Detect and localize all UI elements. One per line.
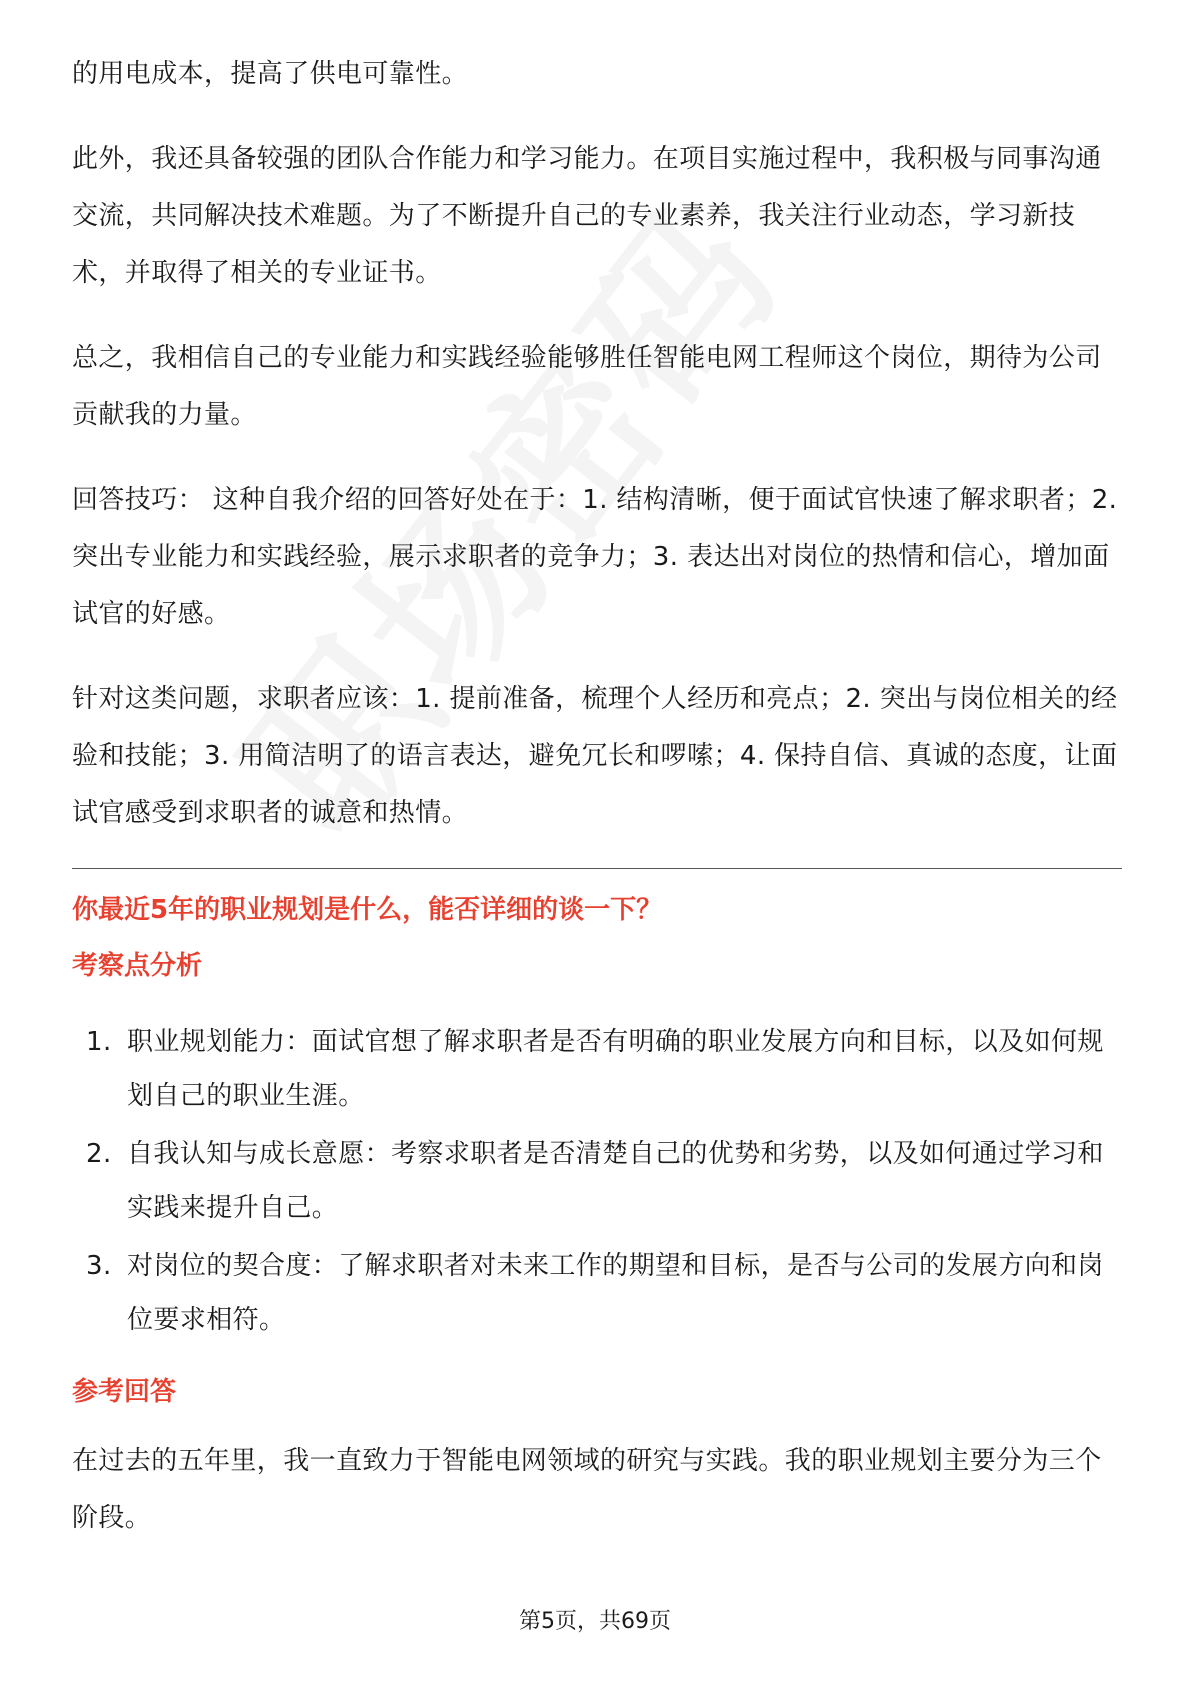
paragraph-advice: 针对这类问题，求职者应该：1. 提前准备，梳理个人经历和亮点；2. 突出与岗位相关的经验和技能；3. 用简洁明了的语言表达，避免冗长和啰嗦；4. 保持自信、真诚的态度，让面试官感受到求职者的诚意和热情。 (72, 684, 1118, 828)
page-number-footer: 第5页，共69页 (519, 1609, 671, 1634)
list-item-number: 1. (86, 1027, 112, 1057)
question-title: 你最近5年的职业规划是什么，能否详细的谈一下？ (72, 895, 663, 925)
list-item-text: 对岗位的契合度：了解求职者对未来工作的期望和目标，是否与公司的发展方向和岗位要求相符。 (127, 1251, 1104, 1335)
list-item (72, 1239, 1122, 1347)
list-item-text: 职业规划能力：面试官想了解求职者是否有明确的职业发展方向和目标，以及如何规划自己的职业生涯。 (127, 1027, 1104, 1111)
list-item-number: 2. (86, 1139, 112, 1169)
paragraph-conclusion: 总之，我相信自己的专业能力和实践经验能够胜任智能电网工程师这个岗位，期待为公司贡献我的力量。 (72, 343, 1102, 430)
list-item-number: 3. (86, 1251, 112, 1281)
page-content (72, 46, 1122, 1547)
paragraph-cost: 的用电成本，提高了供电可靠性。 (72, 59, 469, 89)
paragraph-answer-tips: 回答技巧： 这种自我介绍的回答好处在于：1. 结构清晰，便于面试官快速了解求职者；2. 突出专业能力和实践经验，展示求职者的竞争力；3. 表达出对岗位的热情和信心，增加面试官的好感。 (72, 485, 1118, 629)
list-item (72, 1127, 1122, 1235)
list-item-text: 自我认知与成长意愿：考察求职者是否清楚自己的优势和劣势，以及如何通过学习和实践来提升自己。 (127, 1139, 1104, 1223)
analysis-heading: 考察点分析 (72, 951, 203, 981)
answer-heading: 参考回答 (72, 1377, 177, 1407)
paragraph-reference-answer: 在过去的五年里，我一直致力于智能电网领域的研究与实践。我的职业规划主要分为三个阶段。 (72, 1446, 1102, 1533)
paragraph-teamwork: 此外，我还具备较强的团队合作能力和学习能力。在项目实施过程中，我积极与同事沟通交流，共同解决技术难题。为了不断提升自己的专业素养，我关注行业动态，学习新技术，并取得了相关的专业证书。 (72, 144, 1102, 288)
analysis-points-list (72, 1015, 1122, 1347)
list-item (72, 1015, 1122, 1123)
section-divider (72, 868, 1122, 869)
